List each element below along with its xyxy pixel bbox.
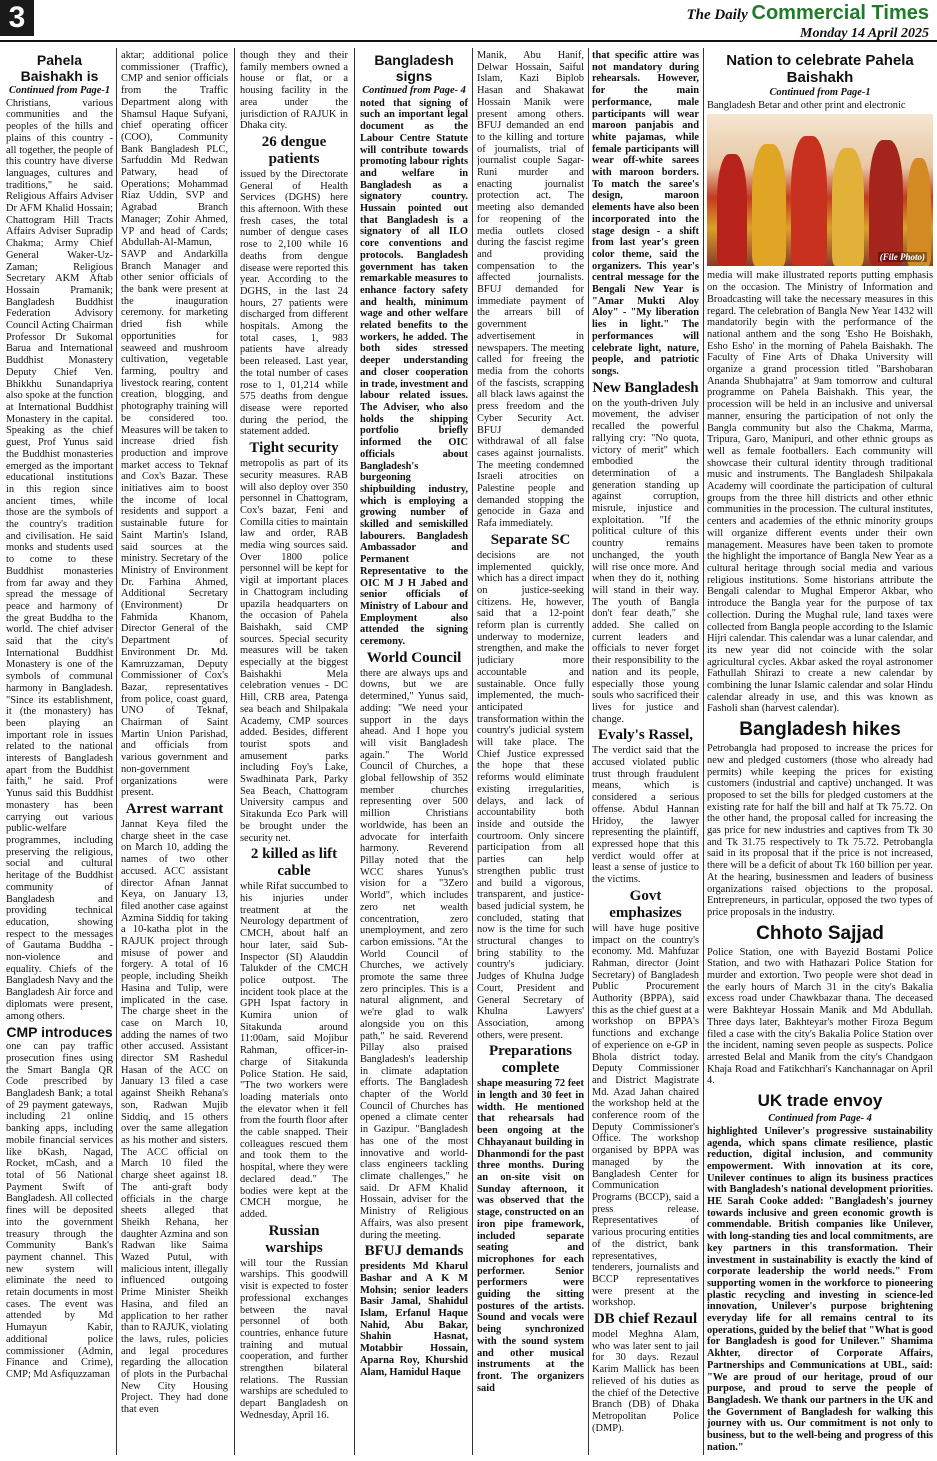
article-body: while Rifat succumbed to his injuries under treatment at the Neurology department of CMCH, about half an hour later, said Sub-Inspector (SI) Alauddin Talukder of the CMCH police outpost. The incident took place at the GPH Ispat factory in Kumira union of Sitakunda around 11:00am, said Mojibur Rahman, officer-in-charge of Sitakunda Police Station. He said, "The two workers were loading materials onto the elevator when it fell from the fourth floor after the cable snapped. Their colleagues rescued them and took them to the hospital, where they were declared dead." The bodies were kept at the CMCH morgue, he added. xyxy=(240,881,348,1220)
headline-nation-celebrate: Nation to celebrate Pahela Baishakh xyxy=(726,52,914,86)
headline-tight-security: Tight security xyxy=(249,440,339,457)
article-body: aktar; additional police commissioner (Traffic), CMP and senior officials from the Traffic Department along with Shamsul Haque Sufyani, chief operating officer (COO), Community Bank Bangladesh PLC, Sarfuddin Md Redwan Patwary, head of Operations; Mohammad Riaz Uddin, SVP and Agrabad Branch Manager; Zohir Ahmed, VP and head of Cards; Abdullah-Al-Mamun, SAVP and Andarkilla Branch Manager and other senior officials of the bank were present at the inauguration ceremony. for marketing dried fish while opportunities for seaweed and mushroom cultivation, vegetable farming, poultry and livestock rearing, content creation, blogging, and photography training will be considered too. Measures will be taken to increase dried fish production and improve market access to Teknaf and Cox's Bazar. These initiatives aim to boost the income of local residents and support a sustainable future for Saint Martin's Island, said sources at the ministry. Secretary of the Ministry of Environment Dr. Farhina Ahmed, Additional Secretary (Environment) Dr Fahmida Khanom, Director General of the Department of Environment Dr. Md. Kamruzzaman, Deputy Commissioner of Cox's Bazar, representatives from police, coast guard, UNO of Teknaf, Chairman of Saint Martin Union Parishad, and officials from various government and non-government organizations were present. xyxy=(121,50,228,799)
paper-prefix: The Daily xyxy=(686,7,748,23)
issue-date: Monday 14 April 2025 xyxy=(800,26,929,41)
continued-line: Continued from Page- 4 xyxy=(362,85,466,96)
article-body: Petrobangla had proposed to increase the prices for new and pledged customers (those who already had permits) while keeping the prices for existing customers (industrial and captive) unchanged. It was proposed to set the bills for pledged customers at the existing rate for half the bill and half at Tk 75.72. On the other hand, the proposal called for increasing the gas price for new industries and captives from Tk 30 and Tk 31.75 respectively to Tk 75.72. Petrobangla said in its proposal that if the price is not increased, there will be a deficit of about Tk 160 billion per year. At the hearing, businessmen and leaders of business organizations raised objections to the proposal. Entrepreneurs, in particular, opposed the two types of price proposals in the industry. xyxy=(707,743,933,918)
column-7 xyxy=(707,50,933,1455)
column-6 xyxy=(592,50,699,1455)
article-body: Police Station, one with Bayezid Bostami Police Station, and two with Hathazari Police Station for murder and extortion. Two people were shot dead in the early hours of March 31 in the city's Bakalia excess road under Chawkbazar thana. The deceased were Bakhteyar Hossain Manik and Md Abdullah. Three days later, Bakhteyar's mother Firoza Begum filed a case with the city's Bakalia Police Station over the incident, naming seven people as suspects. Police arrested Belal and Manik from the city's Chandgaon Khaja Road and Fatikchhari's Kanchannagar on April 4. xyxy=(707,946,933,1087)
article-body: presidents Md Kharul Bashar and A K M Mohsin; senior leaders Basir Jamal, Shahidul Islam, Erfanul Haque Nahid, Abu Bakar, Shahin Hasnat, Motabbir Hossain, Aparna Roy, Khurshid Alam, Hamidul Haque xyxy=(360,1261,468,1378)
article-body: issued by the Directorate General of Health Services (DGHS) here this afternoon. With these fresh cases, the total number of dengue cases rose to 2,100 while 16 deaths from dengue disease were reported this year. According to the DGHS, in the last 24 hours, 27 patients were discharged from different hospitals. Among the total cases, 1, 983 patients have already been released. Last year, the total number of cases rose to 1, 01,214 while 575 deaths from dengue disease were reported during the period, the statement added. xyxy=(240,168,348,438)
column-4 xyxy=(360,50,468,1455)
headline-bangladesh-signs: Bangladesh signs xyxy=(374,52,454,84)
festival-photo xyxy=(707,114,933,266)
article-body: model Meghna Alam, who was later sent to jail for 30 days. Rezaul Karim Mallick has been relieved of his duties as the chief of the Detective Branch (DB) of Dhaka Metropolitan Police (DMP). xyxy=(592,1329,699,1434)
article-body: noted that signing of such an important legal document as the Labour Centre Statute will contribute towards promoting labour rights and welfare in Bangladesh as a signatory country. Hussain pointed out that Bangladesh is a signatory of all ILO core conventions and protocols. Bangladesh government has taken remarkable measures to enhance factory safety and health, minimum wage and other welfare related benefits to the workers, he added. The both sides stressed deeper understanding and closer cooperation in trade, investment and labour related issues. The Adviser, who also holds the shipping portfolio briefly informed the OIC officials about Bangladesh's burgeoning shipbuilding industry, which is employing a growing number of skilled and semiskilled labourers. Bangladesh Ambassador and Permanent Representative to the OIC M J H Jabed and senior officials of Ministry of Labour and Employment also attended the signing ceremony. xyxy=(360,97,468,648)
headline-db-chief: DB chief Rezaul xyxy=(593,1311,698,1328)
headline-bfuj-demands: BFUJ demands xyxy=(364,1243,464,1260)
masthead-title xyxy=(687,2,930,42)
continued-line: Continued from Page-1 xyxy=(769,87,871,98)
headline-world-council: World Council xyxy=(366,649,462,666)
article-body: Bangladesh Betar and other print and electronic xyxy=(707,99,906,111)
article-body: one can pay traffic prosecution fines using the Smart Bangla QR Code prescribed by Bangladesh Bank; a total of 29 payment gateways, including 21 online banking apps, including mobile financial services like bKash, Nagad, Rocket, mCash, and a total of 56 National Payment Swift of Bangladesh. All collected fines will be deposited into the government treasury through the Community Bank's payment channel. This new system will eliminate the need to retain documents in most cases. The event was attended by Md Humayun Kabir, additional police commissioner (Admin, Finance and Crime), CMP; Md Asfiquzzaman xyxy=(6,1041,113,1380)
column-rule xyxy=(588,48,589,1455)
article-body: though they and their family members owned a house or flat, or a housing facility in the area under the jurisdiction of RAJUK in Dhaka city. xyxy=(240,50,348,132)
headline-uk-trade-envoy: UK trade envoy xyxy=(757,1091,883,1111)
article-body: on the youth-driven July movement, the adviser recalled the powerful rallying cry: "No quota, victory of merit" which embodied the determination of a generation standing up against corruption, misrule, injustice and exploitation. "If the political culture of this country remains unchanged, the youth will rise once more. And when they do it, nothing will stand in their way. The youth of Bangla don't fear death," she added. She called on current leaders and officials to never forget their responsibility to the nation and its people, especially those young souls who sacrificed their lives for justice and change. xyxy=(592,397,699,725)
headline-evaly: Evaly's Rassel, xyxy=(597,727,693,744)
headline-russian-warships: Russian warships xyxy=(265,1222,323,1256)
page-number: 3 xyxy=(0,0,34,36)
headline-chhoto-sajjad: Chhoto Sajjad xyxy=(756,922,884,944)
column-5 xyxy=(477,50,584,1455)
headline-preparations-complete: Preparations complete xyxy=(488,1043,573,1077)
article-body: highlighted Unilever's progressive sustainability agenda, which spans climate resilience, plastic reduction, digital inclusion, and community empowerment. With innovation at its core, Unilever continues to align its business practices with Bangladesh's national development priorities. HE Sarah Cooke added: "Bangladesh's journey towards inclusive and green economic growth is commendable. British companies like Unilever, with long-standing ties and local commitments, are key partners in this transformation. Their investment in sustainability is exactly the kind of corporate leadership the world needs." From supporting women in the workforce to pioneering plastic recycling and investing in science-led innovation, Unilever's purpose brightening everyday life for all remains central to its operations, guided by the belief that "What is good for Bangladesh is good for Unilever." Shamima Akhter, director of Corporate Affairs, Partnerships and Communications at UBL, said: "We are proud of our heritage, proud of our purpose, and proud to serve the people of Bangladesh. We thank our partners in the UK and the Government of Bangladesh for walking this journey with us. Our commitment is not only to business, but to the well-being and progress of this nation." xyxy=(707,1125,933,1453)
article-body: media will make illustrated reports putting emphasis on the occasion. The Ministry of Information and Broadcasting will take the necessary measures in this regard. The celebration of Bangla New Year 1432 will mandatorily begin with the performance of the national anthem and the song 'Esho He Boishakh, Esho Esho' in the morning of Pahela Baishakh. The Faculty of Fine Arts of Dhaka University will organize a grand procession titled "Barshobaran Ananda Shubhajatra" at 9am tomorrow and cultural programme on Pahela Baishakh. This year, the procession will be held in an inclusive and universal manner, ensuring the participation of not only the Bangla community but also the Chakma, Marma, Tripura, Garo, Manipuri, and other ethnic groups as well as female footballers. Each community will showcase their cultural identity through traditional music and instruments. The Bangladesh Shilpakala Academy will coordinate the participation of cultural groups from the three hill districts and other ethnic communities in the procession. The cultural institutes, centers and academies of the ethnic minority groups will organize different events under their own management. Measures have been taken to promote the highlight the importance of Bangla New Year as a cultural heritage through social media and various religious institutions. Some historians attribute the Bengali calendar to Mughal Emperor Akbar, who introduce the Bangla year for the purpose of tax collection. During the Mughal rule, land taxes were collected from Bangla people according to the Islamic Hijri calendar. This calendar was a lunar calendar, and its new year did not coincide with the solar agricultural cycles. Akbar asked the royal astronomer Fathullah Shirazi to create a new calendar by combining the lunar Islamic calendar and solar Hindu calendar already in use, and this was known as Fasholi shan (harvest calendar). xyxy=(707,270,933,715)
headline-new-bangladesh: New Bangladesh xyxy=(592,379,699,396)
headline-pahela-baishakh: Pahela Baishakh is xyxy=(20,52,99,84)
column-2 xyxy=(121,50,228,1455)
photo-caption: (File Photo) xyxy=(879,252,925,263)
column-rule xyxy=(472,48,473,1455)
column-rule xyxy=(116,48,117,1455)
column-rule xyxy=(703,48,704,1455)
article-body: that specific attire was not mandatory during rehearsals. However, for the main performance, male participants will wear maroon panjabis and white pajamas, while female participants will wear off-white sarees with maroon borders. To match the saree's design, maroon elements have also been incorporated into the stage design - a shift from last year's green color theme, said the organizers. This year's central message for the Bengali New Year is "Amar Mukti Aloy Aloy" - "My liberation lies in light." The performances will celebrate light, nature, people, and patriotic songs. xyxy=(592,50,699,377)
article-body: shape measuring 72 feet in length and 30 feet in width. He mentioned that rehearsals had been ongoing at the Chhayanaut building in Dhanmondi for the past three months. During an on-site visit on Sunday afternoon, it was observed that the stage, constructed on an iron pipe framework, included separate seating and microphones for each performer. Senior performers were guiding the sitting postures of the artists. Sound and vocals were being synchronized with the sound system and other musical instruments at the front. The organizers said xyxy=(477,1078,584,1394)
masthead xyxy=(0,0,937,42)
headline-cmp-introduces: CMP introduces xyxy=(6,1024,113,1041)
continued-line: Continued from Page- 4 xyxy=(768,1113,872,1125)
headline-separate-sc: Separate SC xyxy=(490,531,571,548)
headline-arrest-warrant: Arrest warrant xyxy=(125,801,224,817)
article-body: Christians, various communities and the peoples of the hills and plains of this country - all together, the people of this country have diverse languages, cultures and traditions," he said. Religious Affairs Adviser Dr AFM Khalid Hossain; Chattogram Hill Tracts Affairs Adviser Supradip Chakma; Army Chief General Waker-Uz-Zaman; Religious Secretary AKM Aftab Hossain Pramanik; Bangladesh Buddhist Federation Advisory Council Acting Chairman Professor Dr Sukomal Barua and International Buddhist Monastery Deputy Chief Ven. Bhikkhu Sunandapriya also spoke at the function at International Buddhist Monastery in the capital. Speaking as the chief guest, Prof Yunus said the Buddhist monasteries emerged as the important educational institutions in this region since ancient times, while those are the symbols of the country's tradition and civilisation. He said monks and students used to come to these Buddhist monasteries from far away and they spread the message of peace and harmony of the great Buddha to the world. The chief adviser said that the city's International Buddhist Monastery is one of the symbols of communal harmony in Bangladesh. "Since its establishment, it (the monastery) has been playing an important role in issues related to the national interests of Bangladesh apart from the Buddhist faith," he said. Prof Yunus said this Buddhist monastery has been carrying out various public-welfare programmes, including preserving the religious, social and cultural heritage of the Buddhist community of Bangladesh and providing technical education, showing respect to the messages of Gautama Buddha - non-violence and equality. Chiefs of the Bangladesh Navy and the Bangladesh Air force and diplomats were present, among others. xyxy=(6,97,113,1022)
article-body: Jannat Keya filed the charge sheet in the case on March 10, adding the names of two other accused. ACC assistant director Afnan Jannat Keya, on January 13, filed another case against Azmina Siddiq for taking a 10-katha plot in the RAJUK project through misuse of power and forgery. A total of 16 people, including Sheikh Hasina and Tulip, were implicated in the case. The charge sheet in the case on March 10, adding the names of two other accused. Assistant director SM Rashedul Hasan of the ACC on January 13 filed a case against Sheikh Rehana's son, Radwan Mujib Siddiq, and 15 others over the same allegation as his mother and sisters. The ACC official on March 10 filed the charge sheet against 18. The anti-graft body officials in the charge sheets alleged that Sheikh Rehana, her daughter Azmina and son Radwan like Saima Wazed Putul, with malicious intent, illegally influenced outgoing Prime Minister Sheikh Hasina, and filed an application to her rather than to RAJUK, violating the laws, rules, policies and legal procedures regarding the allocation of plots in the Purbachal New City Housing Project. They had done that even xyxy=(121,819,228,1416)
article-body: The verdict said that the accused violated public trust through fraudulent means, which is considered a serious offense. Abdul Hannan Hridoy, the lawyer representing the plaintiff, expressed hope that this verdict would offer at least a sense of justice to the victims. xyxy=(592,745,699,886)
headline-lift-cable: 2 killed as lift cable xyxy=(250,846,338,880)
headline-dengue: 26 dengue patients xyxy=(261,133,327,167)
article-body: decisions are not implemented quickly, which has a direct impact on justice-seeking citizens. He, however, said that a 12-point reform plan is currently underway to modernize, strengthen, and make the judiciary more accountable and sustainable. Once fully implemented, the much-anticipated transformation within the country's judicial system will take place. The Chief Justice expressed the hope that these reforms would eliminate existing irregularities, delays, and lack of accountability both inside and outside the courtroom. Only sincere participation from all parties can help strengthen public trust and build a vigorous, transparent, and justice-based judicial system, he concluded, stating that now is the time for such structural changes to bring stability to the country's judiciary. Judges of Khulna Judge Court, President and General Secretary of Khulna Lawyers' Association, among others, were present. xyxy=(477,549,584,1041)
column-rule xyxy=(354,48,355,1455)
column-1 xyxy=(6,50,113,1455)
column-3 xyxy=(240,50,348,1455)
headline-govt-emphasizes: Govt emphasizes xyxy=(609,887,682,921)
article-body: will have huge positive impact on the country's economy. Md. Mahfuzar Rahman, director (Joint Secretary) of Bangladesh Public Procurement Authority (BPPA), said this as the chief guest at a workshop on BPPA's functions and exchange of experience on e-GP in Bhola district today. Deputy Commissioner and District Magistrate Md. Azad Jahan chaired the workshop held at the conference room of the Deputy Commissioner's Office. The workshop organised by BPPA was managed by the Bangladesh Center for Communication Programs (BCCP), said a press release. Representatives of various procuring entities of the district, bank representatives, tenderers, journalists and BCCP representatives were present at the workshop. xyxy=(592,922,699,1309)
article-body: Manik, Abu Hanif, Delwar Hossain, Saiful Islam, Kazi Biplob Hasan and Shakawat Hossain Manik were present among others. BFUJ demanded an end to the killing and torture of journalists, trial of journalist couple Sagar-Runi murder and enacting journalist protection act. The meeting also demanded for reopening of the media outlets closed during the fascist regime and providing compensation to the affected journalists. BFUJ demanded for immediate payment of the arrears bill of government advertisement in newspapers. The meeting called for freeing the media from the cohorts of the fascists, scrapping all black laws against the press freedom and the Cyber Security Act. BFUJ demanded withdrawal of all false cases against journalists. The meeting condemned Israeli atrocities on Palestine people and demanded stopping the genocide in Gaza and Rafa immediately. xyxy=(477,50,584,530)
continued-line: Continued from Page-1 xyxy=(8,85,111,96)
headline-bangladesh-hikes: Bangladesh hikes xyxy=(739,719,901,741)
paper-name: Commercial Times xyxy=(751,2,929,24)
column-rule xyxy=(234,48,235,1455)
article-body: will tour the Russian warships. This goodwill visit is expected to foster professional exchanges between the naval personnel of both countries, enhance future training and mutual cooperation, and further strengthen bilateral relations. The Russian warships are scheduled to depart Bangladesh on Wednesday, April 16. xyxy=(240,1257,348,1421)
article-body: metropolis as part of its security measures. RAB will also deploy over 350 personnel in Chattogram, Cox's bazar, Feni and Comilla cities to maintain law and order, RAB media wing sources said. Over 1800 police personnel will be kept for vigil at important places in Chattogram including upazila headquarters on the occasion of Pahela Baishakh, said CMP sources. Special security measures will be taken especially at the biggest Baishakhi Mela celebration venues - DC Hill, CRB area, Patenga sea beach and Shilpakala Academy, CMP sources added. Besides, different tourist spots and amusement parks including Foy's Lake, Swadhinata Park, Parky Sea Beach, Chattogram University campus and Sitakunda Eco Park will be brought under the security net. xyxy=(240,458,348,844)
article-body: there are always ups and downs, but we are determined," Yunus said, adding: "We need your support in the days ahead. And I hope you will visit Bangladesh again." The World Council of Churches, a global fellowship of 352 member churches representing over 500 million Christians worldwide, has been an advocate for interfaith harmony. Reverend Pillay noted that the WCC shares Yunus's vision for a "3Zero World", which includes zero net wealth concentration, zero unemployment, and zero carbon emissions. "At the World Council of Churches, we actively promote the same three zero principles. This is a natural alignment, and we're glad to walk alongside you on this path," he said. Reverend Pillay also praised Bangladesh's leadership in climate adaptation efforts. The Bangladesh chapter of the World Council of Churches has opened a climate center in Gazipur. "Bangladesh has one of the most innovative and world-class engineers tackling climate challenges," he said. Dr AFM Khalid Hossain, adviser for the Ministry of Religious Affairs, was also present during the meeting. xyxy=(360,667,468,1241)
